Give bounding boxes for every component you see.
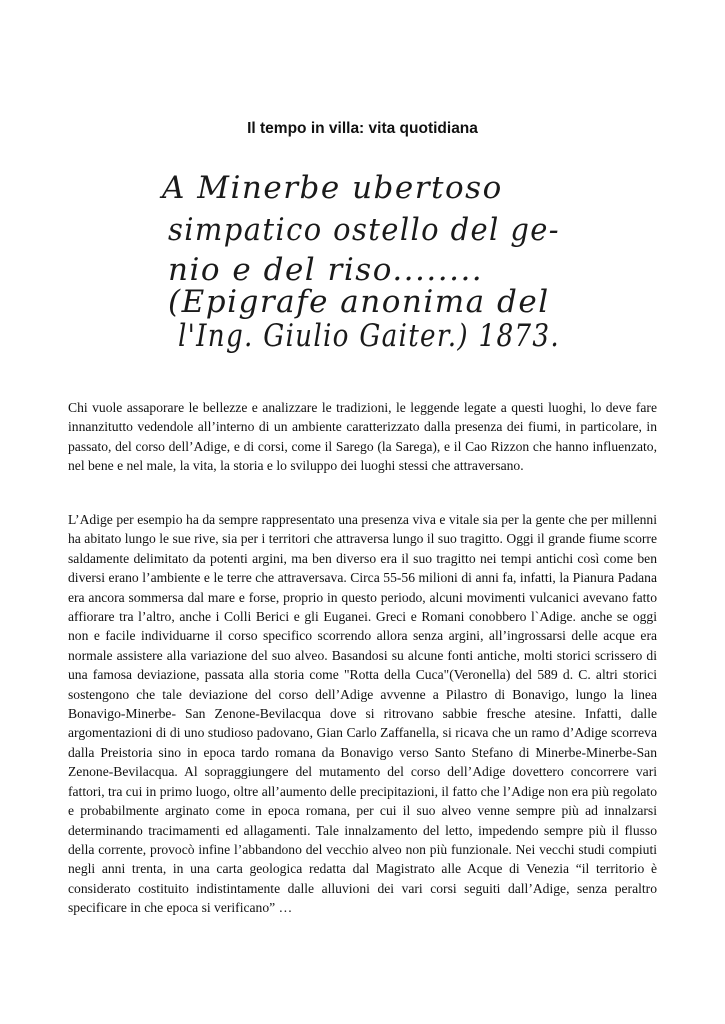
handwritten-epigraph [150,160,580,360]
page-title: Il tempo in villa: vita quotidiana [247,120,478,137]
paragraph-adige-history: L’Adige per esempio ha da sempre rappresentato una presenza viva e vitale sia per la gente che per millenni ha abitato lungo le sue rive, sia per i territori che attraversa lungo il suo tragitto. Oggi il grande fiume scorre saldamente delimitato da potenti argini, ma ben diverso era il suo tragitto nei tempi antichi così come ben diversi erano l’ambiente e le terre che attraversava. Circa 55-56 milioni di anni fa, infatti, la Pianura Padana era ancora sommersa dal mare e forse, proprio in questo periodo, alcuni movimenti vulcanici avevano fatto affiorare tra l’altro, anche i Colli Berici e gli Euganei. Greci e Romani conobbero l`Adige. anche se oggi non e facile individuarne il corso specifico scorrendo allora senza argini, all’ingrossarsi delle acque era normale assistere alla variazione del suo alveo. Basandosi su alcune fonti antiche, molti storici scrissero di una famosa deviazione, passata alla storia come "Rotta della Cuca"(Veronella) del 589 d. C. altri storici sostengono che tale deviazione del corso dell’Adige avvenne a Pilastro di Bonavigo, lungo la linea Bonavigo-Minerbe- San Zenone-Bevilacqua dove si ritrovano sabbie fresche atesine. Infatti, dalle argomentazioni di di uno studioso padovano, Gian Carlo Zaffanella, si ricava che un ramo d’Adige scorreva dalla Preistoria sino in epoca tardo romana da Bonavigo verso Santo Stefano di Minerbe-Minerbe-San Zenone-Bevilacqua. Al sopraggiungere del mutamento del corso dell’Adige dovettero concorrere vari fattori, tra cui in primo luogo, oltre all’aumento delle precipitazioni, il fatto che l’Adige non era più regolato e probabilmente arginato come in epoca romana, per cui il suo alveo venne sempre più ad innalzarsi determinando tracimamenti ed allagamenti. Tale innalzamento del letto, impedendo sempre più il flusso della corrente, provocò infine l’abbandono del vecchio alveo non più funzionale. Nei vecchi studi compiuti negli anni trenta, in una carta geologica redatta dal Magistrato alle Acque di Venezia “il territorio è considerato costituito indistintamente dalle alluvioni dei vari corsi seguiti dall’Adige, senza peraltro specificare in che epoca si verificano” … [68,512,657,916]
paragraph-introduction: Chi vuole assaporare le bellezze e analizzare le tradizioni, le leggende legate a questi luoghi, lo deve fare innanzitutto vedendole all’interno di un ambiente caratterizzato dalla presenza dei fiumi, in particolare, in passato, del corso dell’Adige, e di corsi, come il Sarego (la Sarega), e il Cao Rizzon che hanno influenzato, nel bene e nel male, la vita, la storia e lo sviluppo dei luoghi stessi che attraversano. [68,400,657,474]
epigraph-line: A Minerbe ubertoso [162,170,503,206]
handwritten-epigraph-image [150,160,580,360]
epigraph-line: simpatico ostello del ge- [168,212,560,248]
epigraph-line: nio e del riso........ [168,252,484,288]
epigraph-line: l'Ing. Giulio Gaiter.) 1873. [178,318,560,354]
epigraph-line: (Epigrafe anonima del [168,284,550,320]
